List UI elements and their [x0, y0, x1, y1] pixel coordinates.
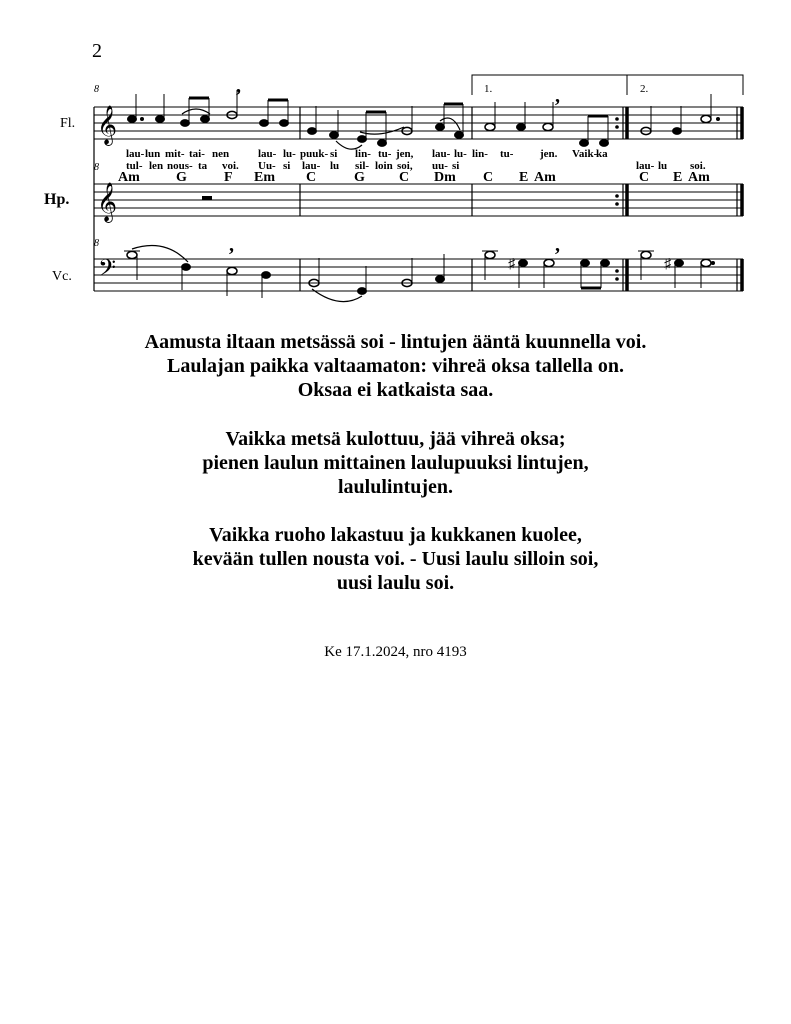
stanza-line: Vaikka metsä kulottuu, jää vihreä oksa;: [225, 428, 566, 450]
svg-text:tai-: tai-: [189, 148, 205, 160]
chord: Am: [534, 170, 556, 185]
chord: C: [306, 170, 317, 185]
volta-1: 1.: [484, 83, 493, 95]
harp-staff: [94, 184, 743, 216]
svg-text:tu-: tu-: [500, 148, 514, 160]
octave-mark-harp: 8: [94, 162, 99, 173]
svg-text:ta: ta: [198, 160, 208, 172]
stanza-line: Vaikka ruoho lakastuu ja kukkanen kuolee,: [209, 524, 582, 546]
svg-text:,: ,: [555, 85, 560, 107]
stanza-2: [0, 427, 791, 499]
flute-lyrics-verse1: [126, 148, 608, 160]
svg-text:lau-: lau-: [302, 160, 321, 172]
flute-notes: [128, 90, 720, 146]
svg-text:voi.: voi.: [222, 160, 239, 172]
chord: Am: [118, 170, 140, 185]
svg-text:lin-: lin-: [355, 148, 371, 160]
svg-text:si: si: [330, 148, 338, 160]
instrument-harp: Hp.: [44, 191, 70, 208]
volta-2: 2.: [640, 83, 649, 95]
instrument-flute: Fl.: [60, 116, 76, 131]
svg-text:lu-: lu-: [454, 148, 467, 160]
chord: G: [176, 170, 187, 185]
svg-text:lu: lu: [330, 160, 340, 172]
instrument-cello: Vc.: [52, 269, 72, 284]
half-rest: [202, 196, 212, 200]
chord: Am: [688, 170, 710, 185]
svg-text:nous-: nous-: [167, 160, 193, 172]
svg-text:lun: lun: [145, 148, 161, 160]
svg-text:Uu-: Uu-: [258, 160, 276, 172]
svg-text:lau-: lau-: [258, 148, 277, 160]
repeat-dots: [615, 117, 619, 281]
treble-clef-harp: 𝄞: [97, 184, 118, 221]
chord: E: [519, 170, 529, 185]
stanza-line: Laulajan paikka valtaamaton: vihreä oksa tallella on.: [167, 355, 624, 377]
volta-brackets: [472, 75, 743, 95]
bass-clef-cello: 𝄢: [98, 256, 117, 287]
svg-text:lu-: lu-: [283, 148, 296, 160]
svg-text:Vaik-: Vaik-: [572, 148, 598, 160]
stanza-line: uusi laulu soi.: [336, 572, 455, 594]
flute-lyrics-verse2: [126, 160, 706, 172]
svg-text:tu-: tu-: [378, 148, 392, 160]
footer-date: Ke 17.1.2024, nro 4193: [324, 644, 467, 660]
octave-mark-flute: 8: [94, 84, 99, 95]
svg-text:♯: ♯: [664, 257, 671, 272]
svg-text:sil-: sil-: [355, 160, 370, 172]
treble-clef-flute: 𝄞: [97, 107, 118, 144]
svg-text:jen,: jen,: [396, 148, 414, 160]
chord: Dm: [434, 170, 456, 185]
chord-symbols: [118, 170, 710, 185]
stanza-line: Oksaa ei katkaista saa.: [297, 379, 494, 401]
svg-text:lau-: lau-: [636, 160, 655, 172]
breath-marks: [229, 75, 560, 256]
svg-text:tul-: tul-: [126, 160, 143, 172]
octave-mark-cello: 8: [94, 238, 99, 249]
stanza-line: laululintujen.: [337, 476, 454, 498]
chord: F: [224, 170, 233, 185]
svg-text:lu: lu: [658, 160, 668, 172]
stanza-1: [0, 330, 791, 402]
chord: Em: [254, 170, 275, 185]
svg-text:lin-: lin-: [472, 148, 488, 160]
page-number: 2: [92, 40, 102, 62]
stanza-line: kevään tullen nousta voi. - Uusi laulu silloin soi,: [192, 548, 599, 570]
chord: C: [399, 170, 410, 185]
stanza-line: pienen laulun mittainen laulupuuksi lintujen,: [202, 452, 589, 474]
svg-text:puuk-: puuk-: [300, 148, 329, 160]
svg-text:len: len: [149, 160, 164, 172]
svg-text:jen.: jen.: [540, 148, 558, 160]
svg-text:si: si: [283, 160, 291, 172]
cello-staff: [94, 259, 743, 291]
svg-text:loin: loin: [375, 160, 393, 172]
svg-text:si: si: [452, 160, 460, 172]
chord: E: [673, 170, 683, 185]
svg-text:nen: nen: [212, 148, 230, 160]
svg-text:ka: ka: [596, 148, 608, 160]
svg-text:,: ,: [555, 234, 560, 256]
svg-text:mit-: mit-: [165, 148, 185, 160]
chord: C: [483, 170, 494, 185]
cello-slurs: [132, 246, 362, 302]
stanza-line: Aamusta iltaan metsässä soi - lintujen ääntä kuunnella voi.: [144, 331, 647, 353]
chord: C: [639, 170, 650, 185]
svg-text:lau-: lau-: [126, 148, 145, 160]
chord: G: [354, 170, 365, 185]
music-score: [0, 0, 791, 310]
stanza-3: [0, 523, 791, 595]
svg-text:♯: ♯: [508, 257, 515, 272]
svg-text:lau-: lau-: [432, 148, 451, 160]
svg-text:soi,: soi,: [397, 160, 413, 172]
svg-text:uu-: uu-: [432, 160, 448, 172]
svg-text:,: ,: [236, 75, 241, 97]
svg-text:,: ,: [229, 234, 234, 256]
svg-text:soi.: soi.: [690, 160, 706, 172]
